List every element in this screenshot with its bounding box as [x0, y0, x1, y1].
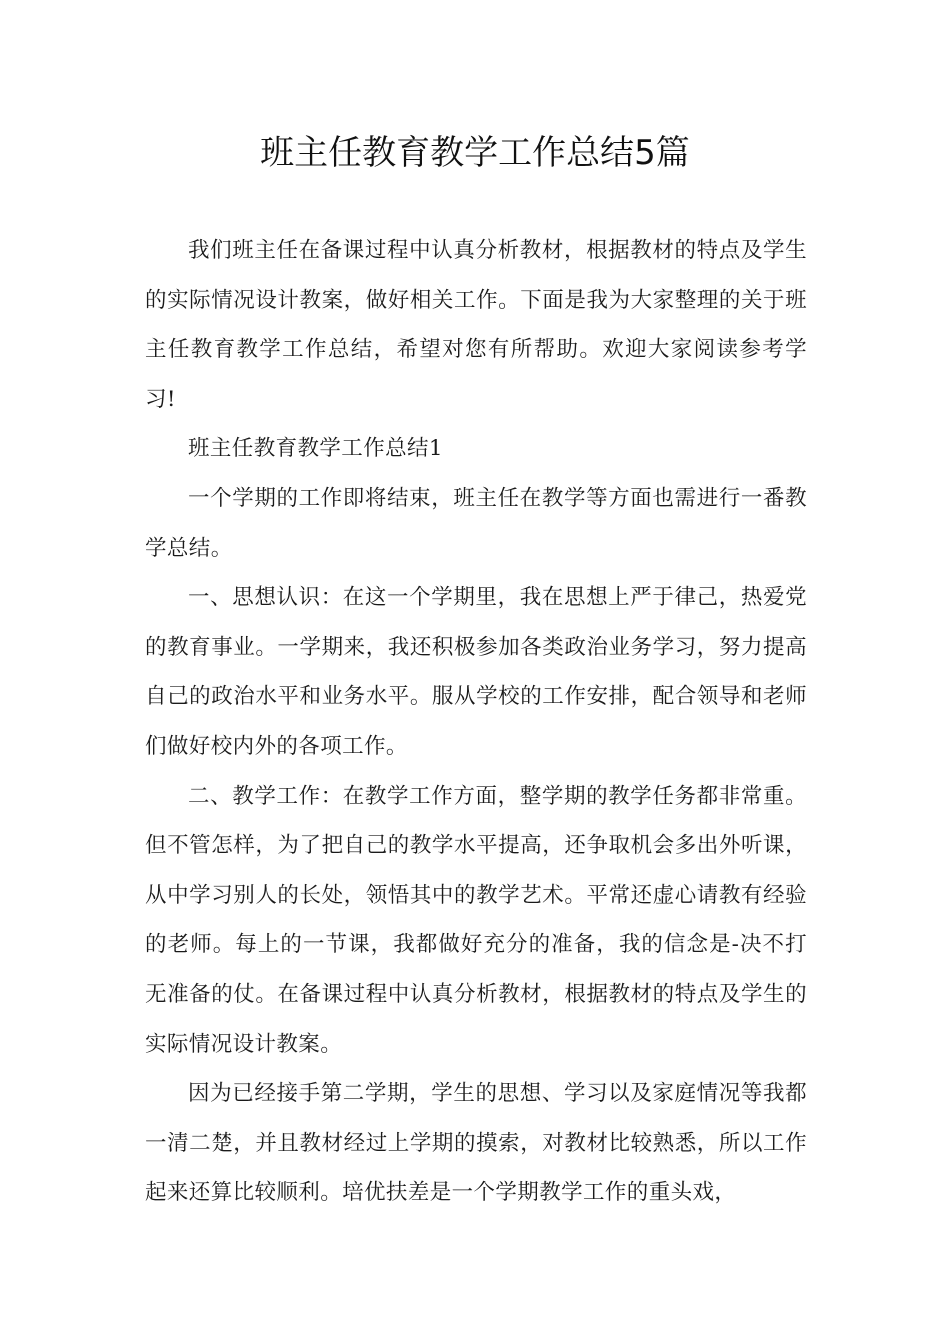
body-paragraph: 二、教学工作：在教学工作方面，整学期的教学任务都非常重。但不管怎样，为了把自己的教学水平提高，还争取机会多出外听课，从中学习别人的长处，领悟其中的教学艺术。平常还虚心请教有经验的老师。每上的一节课，我都做好充分的准备，我的信念是-决不打无准备的仗。在备课过程中认真分析教材，根据教材的特点及学生的实际情况设计教案。 — [145, 783, 807, 1057]
document-body — [145, 226, 807, 1218]
section-heading: 班主任教育教学工作总结1 — [188, 436, 443, 462]
intro-paragraph: 我们班主任在备课过程中认真分析教材，根据教材的特点及学生的实际情况设计教案，做好相关工作。下面是我为大家整理的关于班主任教育教学工作总结，希望对您有所帮助。欢迎大家阅读参考学习! — [145, 238, 807, 412]
body-paragraph: 一、思想认识：在这一个学期里，我在思想上严于律己，热爱党的教育事业。一学期来，我还积极参加各类政治业务学习，努力提高自己的政治水平和业务水平。服从学校的工作安排，配合领导和老师们做好校内外的各项工作。 — [145, 585, 807, 759]
document-title: 班主任教育教学工作总结5篇 — [260, 133, 690, 173]
body-paragraph: 一个学期的工作即将结束，班主任在教学等方面也需进行一番教学总结。 — [145, 485, 807, 561]
body-paragraph: 因为已经接手第二学期，学生的思想、学习以及家庭情况等我都一清二楚，并且教材经过上学期的摸索，对教材比较熟悉，所以工作起来还算比较顺利。培优扶差是一个学期教学工作的重头戏， — [145, 1081, 807, 1206]
